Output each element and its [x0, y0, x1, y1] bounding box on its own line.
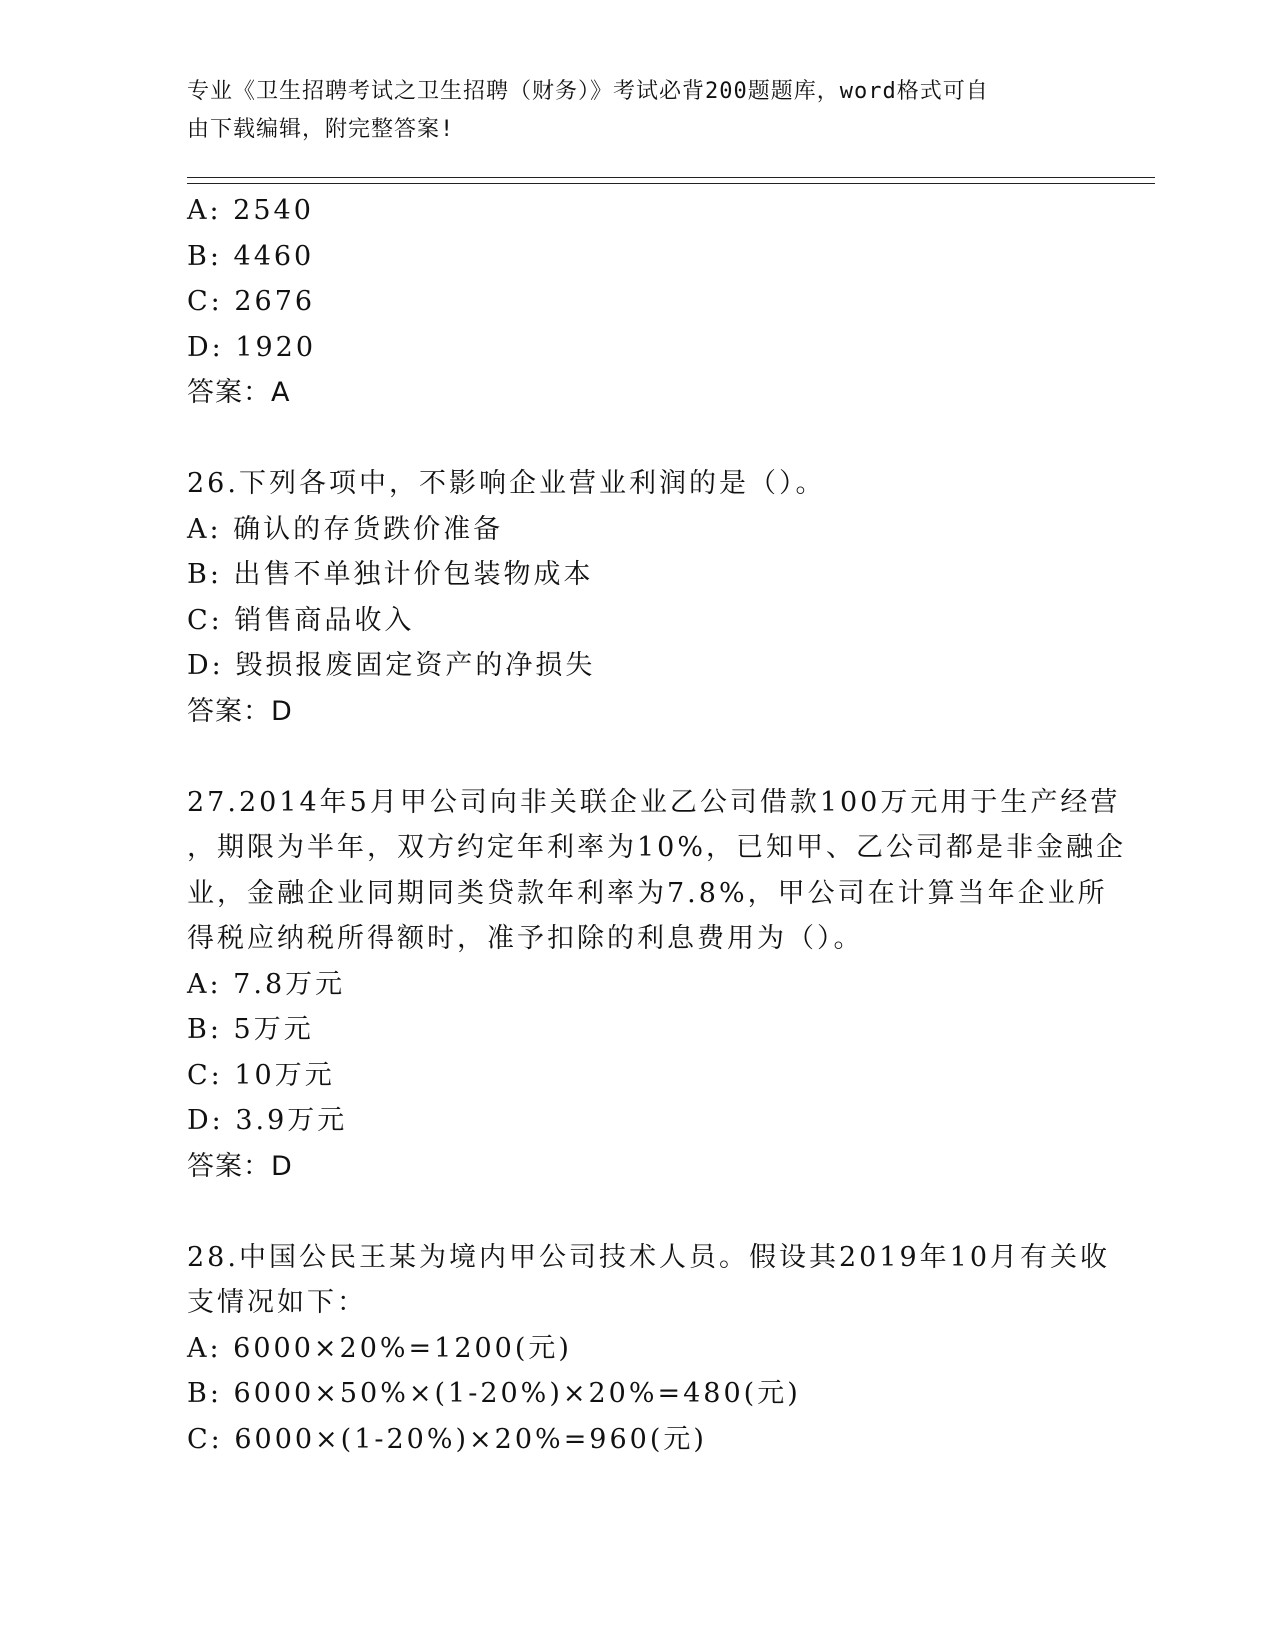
header-line-1: 专业《卫生招聘考试之卫生招聘（财务）》考试必背200题题库，word格式可自 [187, 79, 989, 104]
option-d: D: 1920 [187, 331, 317, 363]
question-stem: 26.下列各项中，不影响企业营业利润的是（）。 [187, 468, 826, 499]
answer: 答案：D [187, 1150, 293, 1182]
option-a: A: 6000×20%=1200(元) [187, 1332, 572, 1364]
option-b: B: 6000×50%×(1-20%)×20%=480(元) [187, 1378, 801, 1409]
option-d: D: 3.9万元 [187, 1105, 348, 1136]
option-b: B: 5万元 [187, 1014, 314, 1045]
option-d: D: 毁损报废固定资产的净损失 [187, 650, 596, 681]
header-divider-top [187, 177, 1155, 178]
question-stem-line: 28.中国公民王某为境内甲公司技术人员。假设其2019年10月有关收 [187, 1241, 1111, 1273]
spacer [187, 734, 1107, 780]
option-c: C: 6000×(1-20%)×20%=960(元) [187, 1423, 707, 1455]
question-stem-line: 得税应纳税所得额时，准予扣除的利息费用为（）。 [187, 923, 864, 954]
option-b: B: 出售不单独计价包装物成本 [187, 559, 594, 590]
option-a: A: 2540 [187, 195, 314, 226]
question-stem-line: ，期限为半年，双方约定年利率为10%，已知甲、乙公司都是非金融企 [187, 832, 1127, 863]
question-28-block [187, 1235, 1111, 1463]
header-line-2: 由下载编辑，附完整答案! [187, 117, 455, 142]
spacer [187, 1189, 1107, 1235]
answer: 答案：A [187, 377, 291, 408]
question-stem-line: 业，金融企业同期同类贷款年利率为7.8%，甲公司在计算当年企业所 [187, 877, 1108, 909]
option-a: A: 7.8万元 [187, 968, 346, 1000]
option-b: B: 4460 [187, 240, 315, 272]
answer: 答案：D [187, 695, 293, 727]
question-stem-line: 27.2014年5月甲公司向非关联企业乙公司借款100万元用于生产经营 [187, 786, 1121, 818]
document-header [187, 73, 1087, 149]
question-27-block [187, 780, 1127, 1190]
option-c: C: 销售商品收入 [187, 604, 415, 636]
question-stem-line: 支情况如下： [187, 1287, 367, 1318]
question-26-block [187, 461, 1107, 734]
header-divider-bottom [187, 183, 1155, 184]
option-c: C: 2676 [187, 286, 316, 317]
option-c: C: 10万元 [187, 1059, 335, 1091]
spacer [187, 416, 1107, 462]
option-a: A: 确认的存货跌价准备 [187, 513, 504, 545]
question-content [187, 188, 1127, 1462]
question-25-block [187, 188, 1107, 416]
